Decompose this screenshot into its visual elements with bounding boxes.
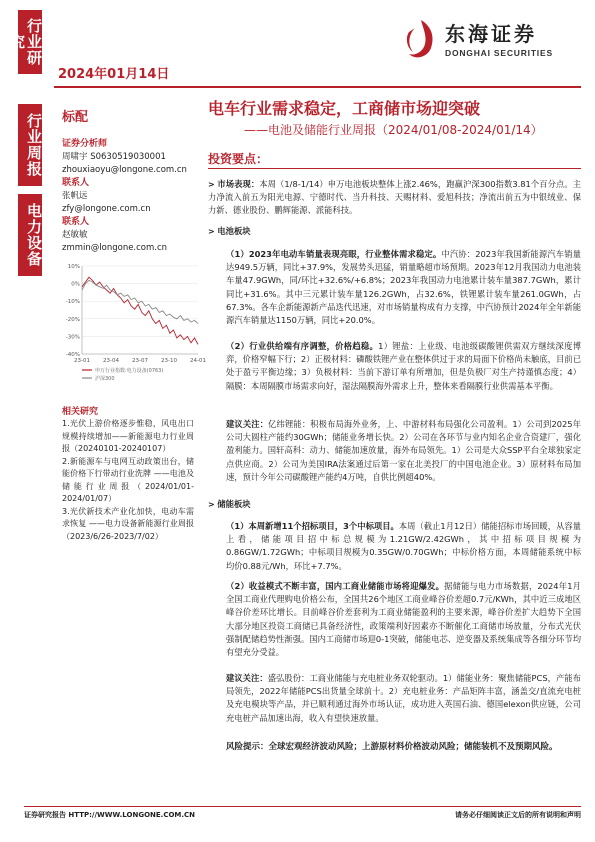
performance-chart-svg bbox=[62, 262, 204, 394]
risk-warning bbox=[226, 740, 586, 752]
storage-heading-row bbox=[208, 498, 581, 511]
chart-x-tick-label: 24-01 bbox=[190, 358, 206, 364]
market-text: 本周（1/8-1/14）申万电池板块整体上涨2.46%，跑赢沪深300指数3.81个百分点。主力净流入前五为阳光电源、宁德时代、当升科技、天赐材料、爱旭科技；净流出前五为中银绒业、保力新、德业股份、鹏辉能源、派能科技。 bbox=[208, 179, 581, 216]
bullet-arrow-icon: > bbox=[208, 227, 215, 236]
contact-2-email: zmmin@longone.com.cn bbox=[62, 243, 168, 253]
related-item[interactable]: 1.光伏上游价格逐步惟稳，风电出口规模持续增加——新能源电力行业周报（20240101-20240107） bbox=[62, 419, 194, 453]
storage-p1-text: 本周（截止1月12日）储能招标市场回暖，从容量上看，储能项目招中标总规模为1.21GW/2.42GWh，其中招标项目规模为0.86GW/1.72GWh；中标项目规模为0.35GW/0.70GWh；中标价格方面，本周储能系统中标均价0.88元/Wh，环比+7.7%。 bbox=[226, 521, 581, 571]
brand-logo bbox=[401, 18, 571, 68]
brand-logo-icon bbox=[401, 18, 441, 62]
storage-advice-label: 建议关注： bbox=[226, 673, 268, 683]
sidebar-tab-weekly: 行业周报 bbox=[18, 104, 42, 186]
chart-y-tick-label: -10% bbox=[65, 299, 80, 306]
battery-p2-text: 1）锂盐：上业级、电池级碳酸锂供需双方继续深度博弈，价格窄幅下行；2）正极材料：磷酸铁锂产业在整体供过于求的局面下价格尚未触底，目前已处于盈亏平衡边缘；3）负极材料：当前下游订单有所增加，但是负极厂对生产持谨慎态度；4）隔膜：本周隔膜市场需求向好，湿法隔膜海外需求上升，整体来看隔膜行业供需基本平衡。 bbox=[226, 341, 582, 391]
chart-y-tick-label: 0% bbox=[71, 281, 80, 288]
battery-paragraph-1 bbox=[226, 248, 581, 327]
chart-series-line bbox=[82, 277, 198, 344]
contact-2-name: 赵敏敏 bbox=[62, 230, 88, 240]
chart-y-tick-label: -40% bbox=[65, 352, 80, 358]
battery-paragraph-2 bbox=[226, 340, 581, 393]
chart-series-line bbox=[82, 280, 198, 323]
footer-divider bbox=[24, 806, 581, 807]
battery-advice-text: 亿纬锂能：积极布局海外业务，上、中游材料布局强化公司盈利。1）公司到2025年公司大圆柱产能约30GWh；储能业务增长快。2）公司在各环节与业内知名企业合资建厂，强化盈利能力。国轩高科：动力、储能加速放量，海外布局领先。1）公司是大众SSP平台全球独家定点供应商。2）公司为美国IRA法案通过后第一家在北美投厂的中国电池企业。3）原材料布局加速，预计今年公司碳酸锂产能约4万吨，自供比例超40%。 bbox=[226, 419, 581, 482]
battery-heading: 电池板块 bbox=[217, 226, 251, 236]
chart-y-tick-label: -20% bbox=[65, 316, 80, 323]
related-list bbox=[62, 418, 194, 543]
analyst-block bbox=[62, 138, 194, 255]
contact-1-name: 张帆远 bbox=[62, 191, 88, 201]
brand-name-cn: 东海证券 bbox=[445, 22, 537, 46]
battery-advice bbox=[226, 418, 581, 484]
related-item[interactable]: 3.光伏新技术产业化加快，电动车需求恢复 ——电力设备新能源行业周报（2023/6/26-2023/7/02） bbox=[62, 506, 194, 541]
analyst-name-id: 周啸宇 S0630519030001 bbox=[62, 152, 166, 162]
chart-y-tick-label: 10% bbox=[67, 264, 80, 270]
battery-p1-lead: （1）2023年电动车销量表现亮眼，行业整体需求稳定。 bbox=[226, 249, 442, 259]
chart-x-tick-label: 23-07 bbox=[132, 358, 148, 364]
storage-heading: 储能板块 bbox=[217, 499, 251, 509]
performance-chart bbox=[62, 262, 204, 394]
chart-legend-label: 申万行业指数:电力设备(0763) bbox=[95, 368, 164, 374]
storage-paragraph-1 bbox=[226, 520, 581, 573]
battery-p1-text: 中汽协：2023年我国新能源汽车销量达949.5万辆，同比+37.9%，发展势头迅猛，销量略超市场预期。2023年12月我国动力电池装车量47.9GWh，同/环比+32.6%/+6.8%；2023年我国动力电池累计装车量387.7GWh，累计同比+31.6%。其中三元累计装车量126.2GWh，占32.6%，铁锂累计装车量261.0GWh，占67.3%。各车企新能源新产品迭代迅速，对市场销量构成有力支撑，中汽协预计2024年全年新能源汽车销量达1150万辆，同比+20.0%。 bbox=[226, 249, 581, 326]
battery-advice-label: 建议关注： bbox=[226, 419, 269, 429]
market-paragraph bbox=[208, 178, 581, 218]
contact-heading-2: 联系人 bbox=[62, 217, 90, 227]
battery-heading-row bbox=[208, 225, 581, 238]
footer-disclaimer: 请务必仔细阅读正文后的所有说明和声明 bbox=[455, 811, 581, 819]
contact-heading-1: 联系人 bbox=[62, 178, 90, 188]
sidebar-tab-sector: 电力设备 bbox=[18, 194, 42, 276]
storage-advice-text: 盛弘股份：工商业储能与充电桩业务双轮驱动。1）储能业务：聚焦储能PCS，产能布局领先，2022年储能PCS出货量全球前十。2）充电桩业务：产品矩阵丰富，涵盖交/直流充电桩及充电模块等产品，并已顺利通过海外市场认证，成功进入英国石油、德国elexon供应链，公司充电桩产品加速出海，收入有望快速放量。 bbox=[226, 673, 581, 723]
report-title: 电车行业需求稳定，工商储市场迎突破 bbox=[208, 99, 481, 118]
storage-p2-text: 据储能与电力市场数据，2024年1月全国工商业代理购电价格公布，全国共26个地区工商业峰谷价差超0.7元/KWh，其中近三成地区峰谷价差环比增长。目前峰谷价差套利为工商业储能盈利的主要来源，峰谷价差扩大趋势下全国大部分地区投资工商储已具备经济性，政策端利好因素亦不断催化工商储市场放量，分布式光伏强制配储趋势性渐强。国内工商储市场迎0-1突破，储能电芯、逆变器及系统集成等各细分环节均有望充分受益。 bbox=[226, 581, 581, 658]
related-item[interactable]: 2.新能源车与电网互动政策出台，储能价格下行带动行业洗牌 ——电池及储能行业周报（2024/01/01-2024/01/07） bbox=[62, 456, 194, 503]
bullet-arrow-icon: > bbox=[208, 500, 215, 509]
analyst-email: zhouxiaoyu@longone.com.cn bbox=[62, 165, 187, 175]
footer-website[interactable]: 证券研究报告 HTTP://WWW.LONGONE.COM.CN bbox=[24, 811, 196, 819]
chart-x-tick-label: 23-10 bbox=[161, 358, 177, 364]
risk-text: 全球宏观经济波动风险；上游原材料价格波动风险；储能装机不及预期风险。 bbox=[268, 742, 558, 752]
chart-x-tick-label: 23-04 bbox=[103, 358, 119, 364]
bullet-arrow-icon: > bbox=[208, 180, 215, 189]
battery-p2-lead: （2）行业供给端有序调整，价格趋稳。 bbox=[226, 341, 379, 351]
report-subtitle: ——电池及储能行业周报（2024/01/08-2024/01/14） bbox=[244, 123, 543, 137]
investment-divider bbox=[208, 168, 581, 169]
industry-rating: 标配 bbox=[62, 110, 89, 125]
brand-name-en: DONGHAI SECURITIES bbox=[445, 48, 553, 58]
related-heading: 相关研究 bbox=[62, 407, 99, 417]
chart-legend-label: 沪深300 bbox=[95, 376, 115, 382]
investment-heading: 投资要点： bbox=[208, 152, 269, 166]
storage-p2-lead: （2）收益模式不断丰富，国内工商业储能市场将迎爆发。 bbox=[226, 581, 445, 591]
chart-y-tick-label: -30% bbox=[65, 334, 80, 341]
storage-advice bbox=[226, 672, 581, 725]
storage-p1-lead: （1）本周新增11个招标项目，3个中标项目。 bbox=[226, 521, 399, 531]
contact-1-email: zfy@longone.com.cn bbox=[62, 204, 151, 214]
chart-x-tick-label: 23-01 bbox=[74, 358, 90, 364]
risk-label: 风险提示： bbox=[226, 742, 269, 752]
header-divider bbox=[54, 86, 581, 88]
market-label: 市场表现： bbox=[217, 179, 260, 189]
storage-paragraph-2 bbox=[226, 580, 581, 659]
report-date: 2024年01月14日 bbox=[58, 67, 170, 82]
sidebar-tab-research: 行业研究 bbox=[18, 10, 42, 74]
analyst-heading: 证券分析师 bbox=[62, 139, 108, 149]
